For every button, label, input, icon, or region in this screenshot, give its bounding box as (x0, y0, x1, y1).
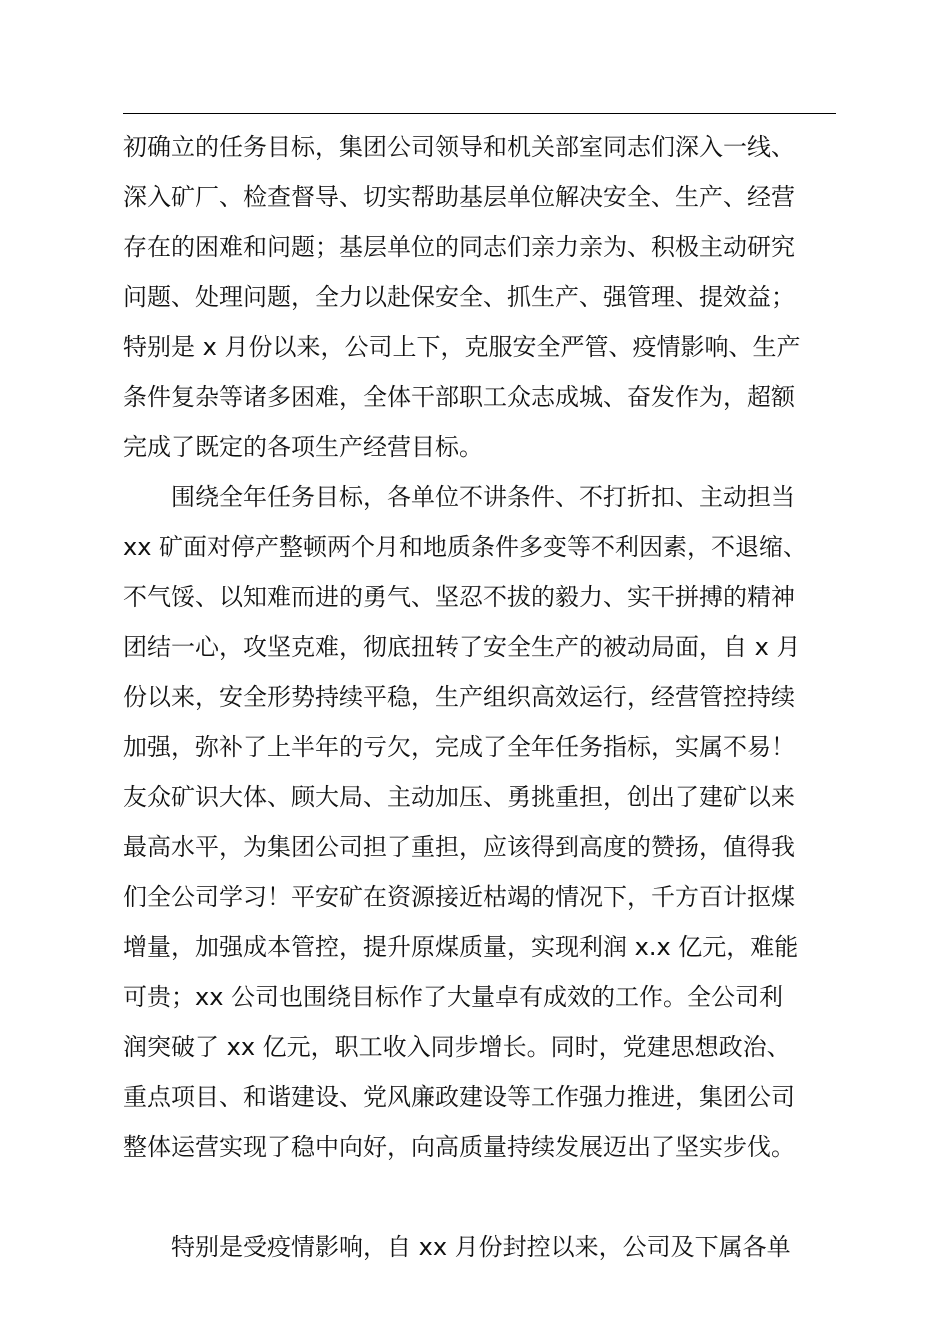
text-line: 特别是受疫情影响，自 xx 月份封控以来，公司及下属各单 (171, 1233, 791, 1261)
text-line: xx 矿面对停产整顿两个月和地质条件多变等不利因素，不退缩、 (123, 533, 808, 561)
text-line: 润突破了 xx 亿元，职工收入同步增长。同时，党建思想政治、 (123, 1033, 791, 1061)
text-line: 可贵；xx 公司也围绕目标作了大量卓有成效的工作。全公司利 (123, 983, 784, 1011)
paragraph-2 (123, 472, 839, 1222)
text-line: 特别是 x 月份以来，公司上下，克服安全严管、疫情影响、生产 (123, 333, 801, 361)
text-line: 重点项目、和谐建设、党风廉政建设等工作强力推进，集团公司 (123, 1083, 795, 1111)
text-line: 团结一心，攻坚克难，彻底扭转了安全生产的被动局面，自 x 月 (123, 633, 801, 661)
text-line (123, 1172, 839, 1222)
text-line: 完成了既定的各项生产经营目标。 (123, 433, 483, 461)
text-line: 初确立的任务目标，集团公司领导和机关部室同志们深入一线、 (123, 133, 795, 161)
text-line: 围绕全年任务目标，各单位不讲条件、不打折扣、主动担当 (171, 483, 795, 511)
text-line: 增量，加强成本管控，提升原煤质量，实现利润 x.x 亿元，难能 (123, 933, 799, 961)
text-line: 友众矿识大体、顾大局、主动加压、勇挑重担，创出了建矿以来 (123, 783, 795, 811)
text-line: 不气馁、以知难而进的勇气、坚忍不拔的毅力、实干拼搏的精神 (123, 583, 795, 611)
text-line: 最高水平，为集团公司担了重担，应该得到高度的赞扬，值得我 (123, 833, 795, 861)
text-line: 条件复杂等诸多困难，全体干部职工众志成城、奋发作为，超额 (123, 383, 795, 411)
text-line: 问题、处理问题，全力以赴保安全、抓生产、强管理、提效益； (123, 283, 795, 311)
text-line: 整体运营实现了稳中向好，向高质量持续发展迈出了坚实步伐。 (123, 1133, 795, 1161)
body-text (123, 122, 839, 1272)
text-line: 加强，弥补了上半年的亏欠，完成了全年任务指标，实属不易！ (123, 733, 795, 761)
paragraph-1 (123, 122, 839, 472)
text-line: 存在的困难和问题；基层单位的同志们亲力亲为、积极主动研究 (123, 233, 795, 261)
header-rule (123, 113, 836, 114)
text-line: 份以来，安全形势持续平稳，生产组织高效运行，经营管控持续 (123, 683, 795, 711)
text-line: 们全公司学习！平安矿在资源接近枯竭的情况下，千方百计抠煤 (123, 883, 795, 911)
paragraph-3 (123, 1222, 839, 1272)
text-line: 深入矿厂、检查督导、切实帮助基层单位解决安全、生产、经营 (123, 183, 795, 211)
